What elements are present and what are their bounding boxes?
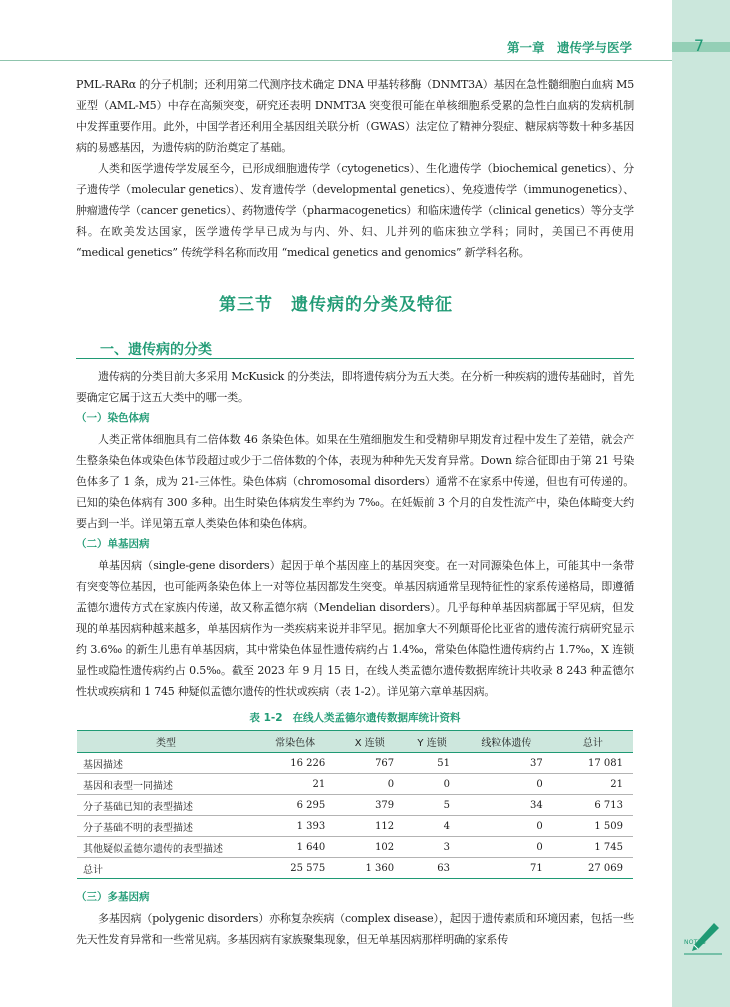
cell: 63 xyxy=(404,858,460,879)
page-number: 7 xyxy=(693,36,704,55)
cell: 27 069 xyxy=(553,858,633,879)
heading-classification: 一、遗传病的分类 xyxy=(100,342,212,358)
cell: 0 xyxy=(460,837,553,858)
cell: 0 xyxy=(404,774,460,795)
cell: 基因和表型一同描述 xyxy=(77,774,255,795)
cell: 0 xyxy=(460,816,553,837)
paragraph-intro-2: 人类和医学遗传学发展至今，已形成细胞遗传学（cytogenetics）、生化遗传学（biochemical genetics）、分子遗传学（molecular genetics）、发育遗传学（developmental genetics）、免疫遗传学（immunogenetics）、肿瘤遗传学（cancer genetics）、药物遗传学（pharmacogenetics）和临床遗传学（clinical genetics）等分支学科。在欧美发达国家，医学遗传学早已成为与内、外、妇、儿并列的临床独立学科；同时，美国已不再使用 “medical genetics” 传统学科名称而改用 “medical genetics and genomics” 新学科名称。 xyxy=(76,162,634,259)
cell: 37 xyxy=(460,753,553,774)
table-caption xyxy=(76,706,634,730)
cell: 0 xyxy=(460,774,553,795)
table-title: 在线人类孟德尔遗传数据库统计资料 xyxy=(292,712,461,724)
notes-label: NOTES xyxy=(684,939,706,946)
table-header-row xyxy=(77,731,633,753)
cell: 102 xyxy=(335,837,404,858)
cell: 5 xyxy=(404,795,460,816)
cell: 1 509 xyxy=(553,816,633,837)
cell: 3 xyxy=(404,837,460,858)
cell: 767 xyxy=(335,753,404,774)
col-x-linked: X 连锁 xyxy=(335,731,404,753)
notes-sidebar xyxy=(672,0,730,1007)
cell: 6 713 xyxy=(553,795,633,816)
subheading-polygenic: （三）多基因病 xyxy=(76,891,150,903)
cell: 71 xyxy=(460,858,553,879)
table-number: 表 1-2 xyxy=(249,712,283,724)
cell: 分子基础不明的表型描述 xyxy=(77,816,255,837)
table-row xyxy=(77,837,633,858)
cell: 6 295 xyxy=(255,795,335,816)
omim-statistics-table xyxy=(77,730,633,879)
cell: 21 xyxy=(553,774,633,795)
col-y-linked: Y 连锁 xyxy=(404,731,460,753)
table-row xyxy=(77,795,633,816)
cell: 1 640 xyxy=(255,837,335,858)
paragraph-intro-1: PML-RARα 的分子机制；还利用第二代测序技术确定 DNA 甲基转移酶（DNMT3A）基因在急性髓细胞白血病 M5 亚型（AML-M5）中存在高频突变，研究还表明 DNMT3A 突变很可能在单核细胞系受累的急性白血病的发病机制中发挥重要作用。此外，中国学者还利用全基因组关联分析（GWAS）法定位了精神分裂症、糖尿病等数十种多基因病的易感基因，为遗传病的防治奠定了基础。 xyxy=(76,78,634,154)
paragraph-classify-intro: 遗传病的分类目前大多采用 McKusick 的分类法，即将遗传病分为五大类。在分析一种疾病的遗传基础时，首先要确定它属于这五大类中的哪一类。 xyxy=(76,370,634,404)
cell: 总计 xyxy=(77,858,255,879)
subheading-chromosomal: （一）染色体病 xyxy=(76,412,150,424)
subheading-single-gene: （二）单基因病 xyxy=(76,538,150,550)
paragraph-single-gene: 单基因病（single-gene disorders）起因于单个基因座上的基因突变。在一对同源染色体上，可能其中一条带有突变等位基因，也可能两条染色体上一对等位基因都发生突变。单基因病通常呈现特征性的家系传递格局，即遵循孟德尔遗传方式在家族内传递，故又称孟德尔病（Mendelian disorders）。几乎每种单基因病都属于罕见病，但发现的单基因病种越来越多，单基因病作为一类疾病来说并非罕见。据加拿大不列颠哥伦比亚省的遗传流行病研究显示约 3.6‰ 的新生儿患有单基因病，其中常染色体显性遗传病约占 1.4‰，常染色体隐性遗传病约占 1.7‰，X 连锁显性或隐性遗传病约占 0.5‰。截至 2023 年 9 月 15 日，在线人类孟德尔遗传数据库统计共收录 8 243 种孟德尔性状或疾病和 1 745 种疑似孟德尔遗传的性状或疾病（表 1-2）。详见第六章单基因病。 xyxy=(76,559,634,698)
cell: 21 xyxy=(255,774,335,795)
paragraph-polygenic: 多基因病（polygenic disorders）亦称复杂疾病（complex disease），起因于遗传素质和环境因素，包括一些先天性发育异常和一些常见病。多基因病有家族聚集现象，但无单基因病那样明确的家系传 xyxy=(76,912,634,946)
body-main xyxy=(76,366,634,950)
section-title: 第三节 遗传病的分类及特征 xyxy=(219,295,453,315)
table-row xyxy=(77,774,633,795)
cell: 4 xyxy=(404,816,460,837)
table-row xyxy=(77,753,633,774)
body-top xyxy=(76,74,634,263)
cell: 379 xyxy=(335,795,404,816)
cell: 分子基础已知的表型描述 xyxy=(77,795,255,816)
col-total: 总计 xyxy=(553,731,633,753)
header-rule xyxy=(0,60,672,61)
heading-underline xyxy=(76,358,634,359)
table-row xyxy=(77,816,633,837)
table-row-total xyxy=(77,858,633,879)
cell: 25 575 xyxy=(255,858,335,879)
col-mitochondrial: 线粒体遗传 xyxy=(460,731,553,753)
cell: 1 393 xyxy=(255,816,335,837)
running-header: 第一章 遗传学与医学 xyxy=(506,40,632,55)
cell: 其他疑似孟德尔遗传的表型描述 xyxy=(77,837,255,858)
col-type: 类型 xyxy=(77,731,255,753)
cell: 17 081 xyxy=(553,753,633,774)
cell: 34 xyxy=(460,795,553,816)
paragraph-chromosomal: 人类正常体细胞具有二倍体数 46 条染色体。如果在生殖细胞发生和受精卵早期发育过程中发生了差错，就会产生整条染色体或染色体节段超过或少于二倍体数的个体，表现为种种先天发育异常。Down 综合征即由于第 21 号染色体多了 1 条，成为 21-三体性。染色体病（chromosomal disorders）通常不在家系中传递，但也有可传递的。已知的染色体病有 300 多种。出生时染色体病发生率约为 7‰。在妊娠前 3 个月的自发性流产中，染色体畸变大约要占到一半。详见第五章人类染色体和染色体病。 xyxy=(76,433,634,530)
notes-badge xyxy=(684,920,722,960)
col-autosomal: 常染色体 xyxy=(255,731,335,753)
cell: 16 226 xyxy=(255,753,335,774)
cell: 基因描述 xyxy=(77,753,255,774)
cell: 0 xyxy=(335,774,404,795)
cell: 1 360 xyxy=(335,858,404,879)
cell: 112 xyxy=(335,816,404,837)
cell: 1 745 xyxy=(553,837,633,858)
cell: 51 xyxy=(404,753,460,774)
